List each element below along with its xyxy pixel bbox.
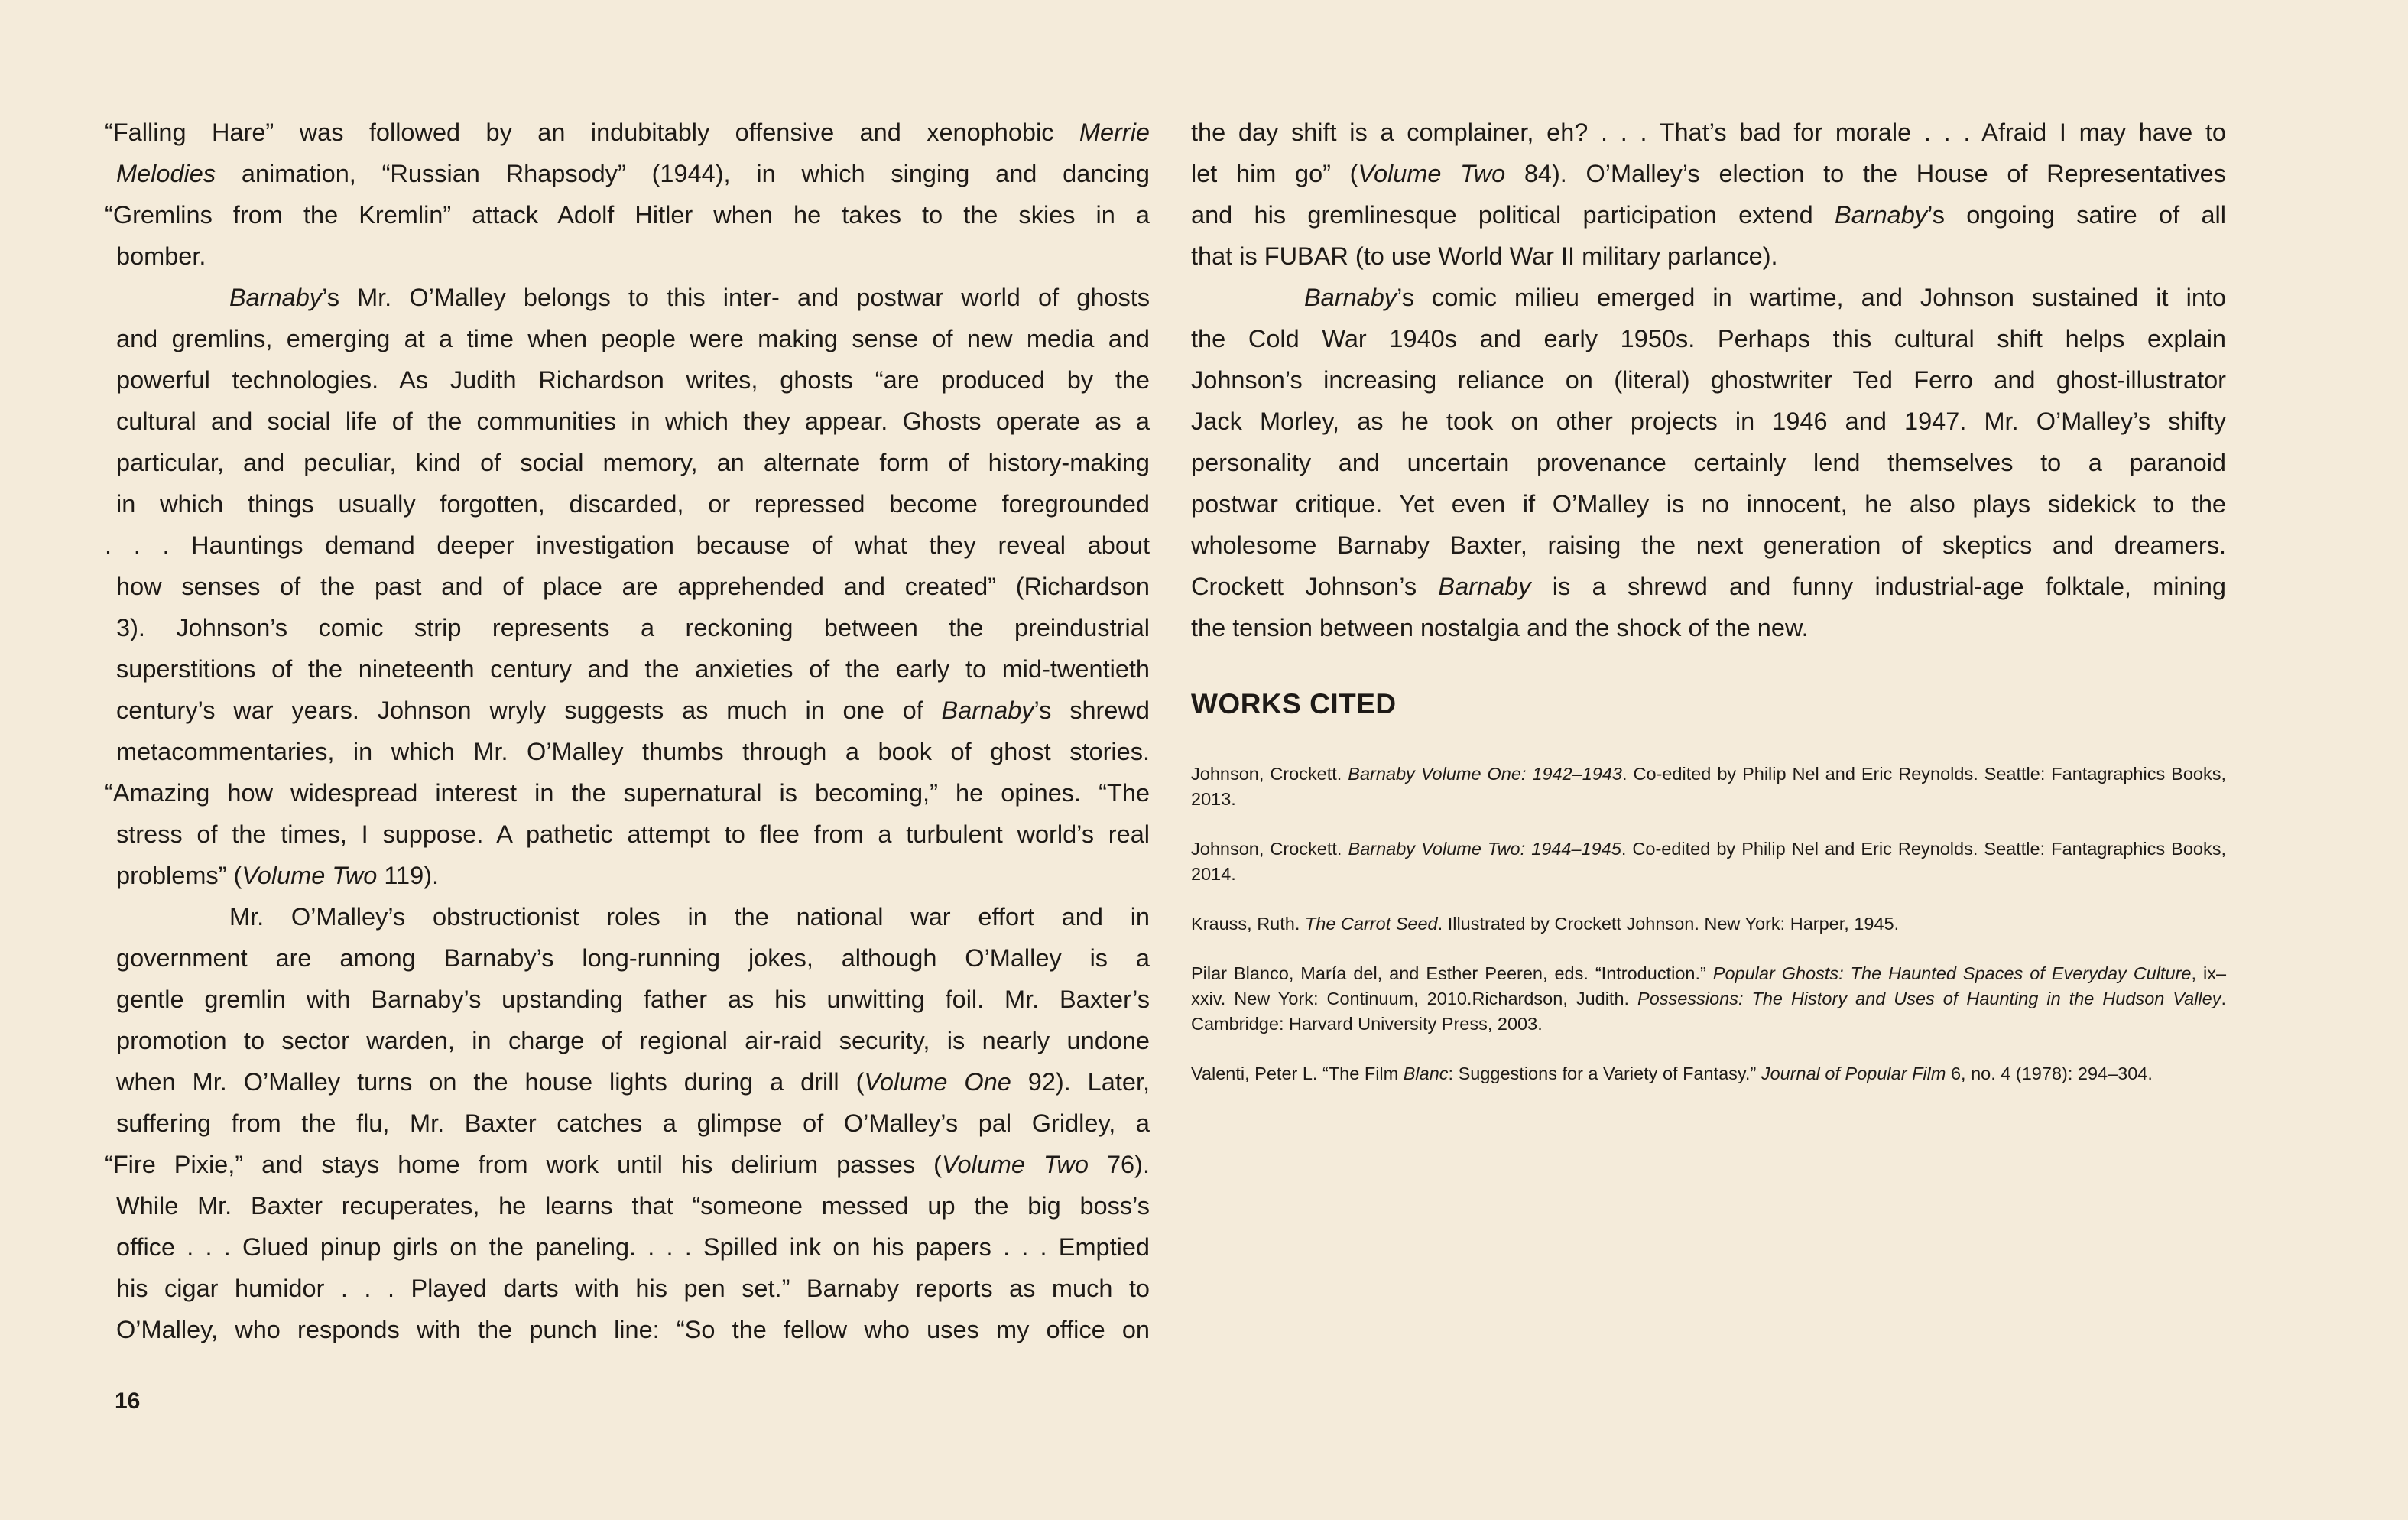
- italic-text: The Carrot Seed: [1304, 914, 1438, 934]
- text-line: [116, 153, 1150, 194]
- italic-text: Barnaby: [1304, 284, 1397, 311]
- text-run: cultural and social life of the communities in which they appear. Ghosts operate as a: [116, 408, 1150, 435]
- text-run: , ix–xxiv. New York: Continuum, 2010.Richardson, Judith.: [1191, 963, 2227, 1008]
- text-line: [116, 483, 1150, 525]
- text-line: [1191, 235, 2226, 277]
- text-line: [116, 1268, 1150, 1309]
- text-line: [116, 690, 1150, 731]
- text-run: stress of the times, I suppose. A pathetic attempt to flee from a turbulent world’s real: [116, 820, 1150, 848]
- text-line: [1191, 153, 2226, 194]
- text-run: “Falling Hare” was followed by an indubitably offensive and xenophobic: [105, 119, 1079, 146]
- text-run: particular, and peculiar, kind of social memory, an alternate form of history-making: [116, 449, 1150, 476]
- citation-entry: [1191, 911, 2226, 937]
- citation-entry: [1191, 836, 2226, 887]
- text-run: “Fire Pixie,” and stays home from work until his delirium passes (: [105, 1151, 942, 1178]
- text-line: [116, 277, 1150, 318]
- text-run: Mr. O’Malley’s obstructionist roles in the national war effort and in: [229, 903, 1150, 931]
- text-run: and gremlins, emerging at a time when people were making sense of new media and: [116, 325, 1150, 352]
- text-run: Johnson, Crockett.: [1191, 839, 1348, 859]
- text-run: Johnson’s increasing reliance on (literal) ghostwriter Ted Ferro and ghost-illustrator: [1191, 366, 2226, 394]
- text-line: [116, 814, 1150, 855]
- text-line: [116, 1309, 1150, 1350]
- text-line: [116, 1103, 1150, 1144]
- text-run: O’Malley, who responds with the punch line: “So the fellow who uses my office on: [116, 1316, 1150, 1343]
- italic-text: Barnaby: [229, 284, 323, 311]
- text-run: . Illustrated by Crockett Johnson. New York: Harper, 1945.: [1437, 914, 1900, 934]
- text-run: 119).: [377, 862, 440, 889]
- text-run: . Cambridge: Harvard University Press, 2003.: [1191, 989, 2226, 1034]
- text-line: [105, 1144, 1150, 1185]
- text-run: ’s comic milieu emerged in wartime, and Johnson sustained it into: [1397, 284, 2226, 311]
- text-run: and his gremlinesque political participation extend: [1191, 201, 1835, 229]
- text-line: [1191, 318, 2226, 359]
- works-cited-list: [1191, 762, 2226, 1111]
- text-run: gentle gremlin with Barnaby’s upstanding father as his unwitting foil. Mr. Baxter’s: [116, 986, 1150, 1013]
- text-line: [1191, 401, 2226, 442]
- text-run: suffering from the flu, Mr. Baxter catches a glimpse of O’Malley’s pal Gridley, a: [116, 1109, 1150, 1137]
- text-run: that is FUBAR (to use World War II military parlance).: [1191, 242, 1778, 270]
- text-line: [116, 235, 1150, 277]
- text-run: when Mr. O’Malley turns on the house lights during a drill (: [116, 1068, 865, 1096]
- text-line: [105, 112, 1150, 153]
- text-run: personality and uncertain provenance certainly lend themselves to a paranoid: [1191, 449, 2226, 476]
- text-run: powerful technologies. As Judith Richardson writes, ghosts “are produced by the: [116, 366, 1150, 394]
- text-line: [1191, 566, 2226, 607]
- text-run: 6, no. 4 (1978): 294–304.: [1946, 1064, 2153, 1083]
- works-cited-heading: WORKS CITED: [1191, 688, 1397, 719]
- text-line: [105, 525, 1150, 566]
- text-run: the tension between nostalgia and the shock of the new.: [1191, 614, 1809, 641]
- italic-text: Barnaby: [941, 697, 1034, 724]
- text-run: Jack Morley, as he took on other projects in 1946 and 1947. Mr. O’Malley’s shifty: [1191, 408, 2226, 435]
- text-run: ’s ongoing satire of all: [1927, 201, 2226, 229]
- text-run: : Suggestions for a Variety of Fantasy.”: [1448, 1064, 1761, 1083]
- text-line: [116, 1226, 1150, 1268]
- text-run: . . . Hauntings demand deeper investigation because of what they reveal about: [105, 531, 1150, 559]
- text-line: [105, 194, 1150, 235]
- text-line: [105, 772, 1150, 814]
- text-line: [116, 401, 1150, 442]
- italic-text: Volume Two: [1358, 160, 1506, 187]
- citation-entry: [1191, 762, 2226, 812]
- text-run: metacommentaries, in which Mr. O’Malley thumbs through a book of ghost stories.: [116, 738, 1150, 765]
- italic-text: Merrie: [1079, 119, 1150, 146]
- text-run: office . . . Glued pinup girls on the paneling. . . . Spilled ink on his papers . . . Emptied: [116, 1233, 1150, 1261]
- text-line: [1191, 194, 2226, 235]
- text-line: [116, 896, 1150, 937]
- text-line: [116, 855, 1150, 896]
- text-line: [116, 1020, 1150, 1061]
- text-run: problems” (: [116, 862, 242, 889]
- text-run: animation, “Russian Rhapsody” (1944), in which singing and dancing: [216, 160, 1150, 187]
- text-line: [116, 607, 1150, 648]
- text-line: [1191, 359, 2226, 401]
- text-line: [1191, 442, 2226, 483]
- text-run: how senses of the past and of place are apprehended and created” (Richardson: [116, 573, 1150, 600]
- text-line: [116, 979, 1150, 1020]
- text-line: [116, 359, 1150, 401]
- left-text-column: [105, 112, 1150, 1350]
- text-run: in which things usually forgotten, discarded, or repressed become foregrounded: [116, 490, 1150, 518]
- text-run: superstitions of the nineteenth century and the anxieties of the early to mid-twentieth: [116, 655, 1150, 683]
- text-run: promotion to sector warden, in charge of regional air-raid security, is nearly undone: [116, 1027, 1150, 1054]
- text-run: his cigar humidor . . . Played darts with his pen set.” Barnaby reports as much to: [116, 1275, 1150, 1302]
- text-run: 92). Later,: [1011, 1068, 1150, 1096]
- text-run: . Co-edited by Philip Nel and Eric Reynolds. Seattle: Fantagraphics Books, 2013.: [1191, 764, 2227, 809]
- text-line: [116, 566, 1150, 607]
- text-line: [116, 1185, 1150, 1226]
- text-line: [116, 731, 1150, 772]
- text-line: [116, 937, 1150, 979]
- text-run: postwar critique. Yet even if O’Malley is no innocent, he also plays sidekick to the: [1191, 490, 2226, 518]
- italic-text: Possessions: The History and Uses of Haunting in the Hudson Valley: [1637, 989, 2221, 1008]
- italic-text: Volume One: [864, 1068, 1011, 1096]
- text-line: [1191, 483, 2226, 525]
- text-run: Crockett Johnson’s: [1191, 573, 1439, 600]
- italic-text: Volume Two: [242, 862, 378, 889]
- text-run: the Cold War 1940s and early 1950s. Perhaps this cultural shift helps explain: [1191, 325, 2226, 352]
- text-run: Valenti, Peter L. “The Film: [1191, 1064, 1404, 1083]
- text-line: [1191, 525, 2226, 566]
- italic-text: Barnaby Volume One: 1942–1943: [1348, 764, 1623, 784]
- text-run: bomber.: [116, 242, 206, 270]
- text-line: [1191, 277, 2226, 318]
- text-run: 3). Johnson’s comic strip represents a reckoning between the preindustrial: [116, 614, 1150, 641]
- text-line: [1191, 607, 2226, 648]
- italic-text: Blanc: [1403, 1064, 1449, 1083]
- text-run: the day shift is a complainer, eh? . . . That’s bad for morale . . . Afraid I may have to: [1191, 119, 2226, 146]
- italic-text: Popular Ghosts: The Haunted Spaces of Everyday Culture: [1712, 963, 2192, 983]
- text-line: [116, 442, 1150, 483]
- citation-entry: [1191, 961, 2226, 1037]
- page-number: 16: [115, 1388, 141, 1414]
- right-text-column: [1191, 112, 2226, 648]
- text-line: [116, 1061, 1150, 1103]
- text-run: let him go” (: [1191, 160, 1358, 187]
- text-run: wholesome Barnaby Baxter, raising the next generation of skeptics and dreamers.: [1191, 531, 2226, 559]
- text-run: government are among Barnaby’s long-running jokes, although O’Malley is a: [116, 944, 1150, 972]
- text-run: “Gremlins from the Kremlin” attack Adolf Hitler when he takes to the skies in a: [105, 201, 1150, 229]
- text-line: [1191, 112, 2226, 153]
- italic-text: Barnaby: [1438, 573, 1531, 600]
- italic-text: Melodies: [116, 160, 216, 187]
- text-run: Krauss, Ruth.: [1191, 914, 1305, 934]
- text-run: ’s shrewd: [1034, 697, 1150, 724]
- text-run: “Amazing how widespread interest in the supernatural is becoming,” he opines. “The: [105, 779, 1150, 807]
- text-run: century’s war years. Johnson wryly suggests as much in one of: [116, 697, 942, 724]
- text-run: Pilar Blanco, María del, and Esther Peeren, eds. “Introduction.”: [1191, 963, 1713, 983]
- text-line: [116, 648, 1150, 690]
- italic-text: Volume Two: [941, 1151, 1089, 1178]
- text-run: ’s Mr. O’Malley belongs to this inter- and postwar world of ghosts: [322, 284, 1150, 311]
- text-run: . Co-edited by Philip Nel and Eric Reynolds. Seattle: Fantagraphics Books, 2014.: [1191, 839, 2226, 884]
- text-run: 84). O’Malley’s election to the House of Representatives: [1505, 160, 2226, 187]
- italic-text: Barnaby Volume Two: 1944–1945: [1348, 839, 1621, 859]
- text-line: [116, 318, 1150, 359]
- citation-entry: [1191, 1061, 2226, 1086]
- italic-text: Journal of Popular Film: [1761, 1064, 1946, 1083]
- text-run: Johnson, Crockett.: [1191, 764, 1348, 784]
- text-run: is a shrewd and funny industrial-age folktale, mining: [1530, 573, 2226, 600]
- italic-text: Barnaby: [1835, 201, 1928, 229]
- text-run: While Mr. Baxter recuperates, he learns that “someone messed up the big boss’s: [116, 1192, 1150, 1220]
- text-run: 76).: [1088, 1151, 1150, 1178]
